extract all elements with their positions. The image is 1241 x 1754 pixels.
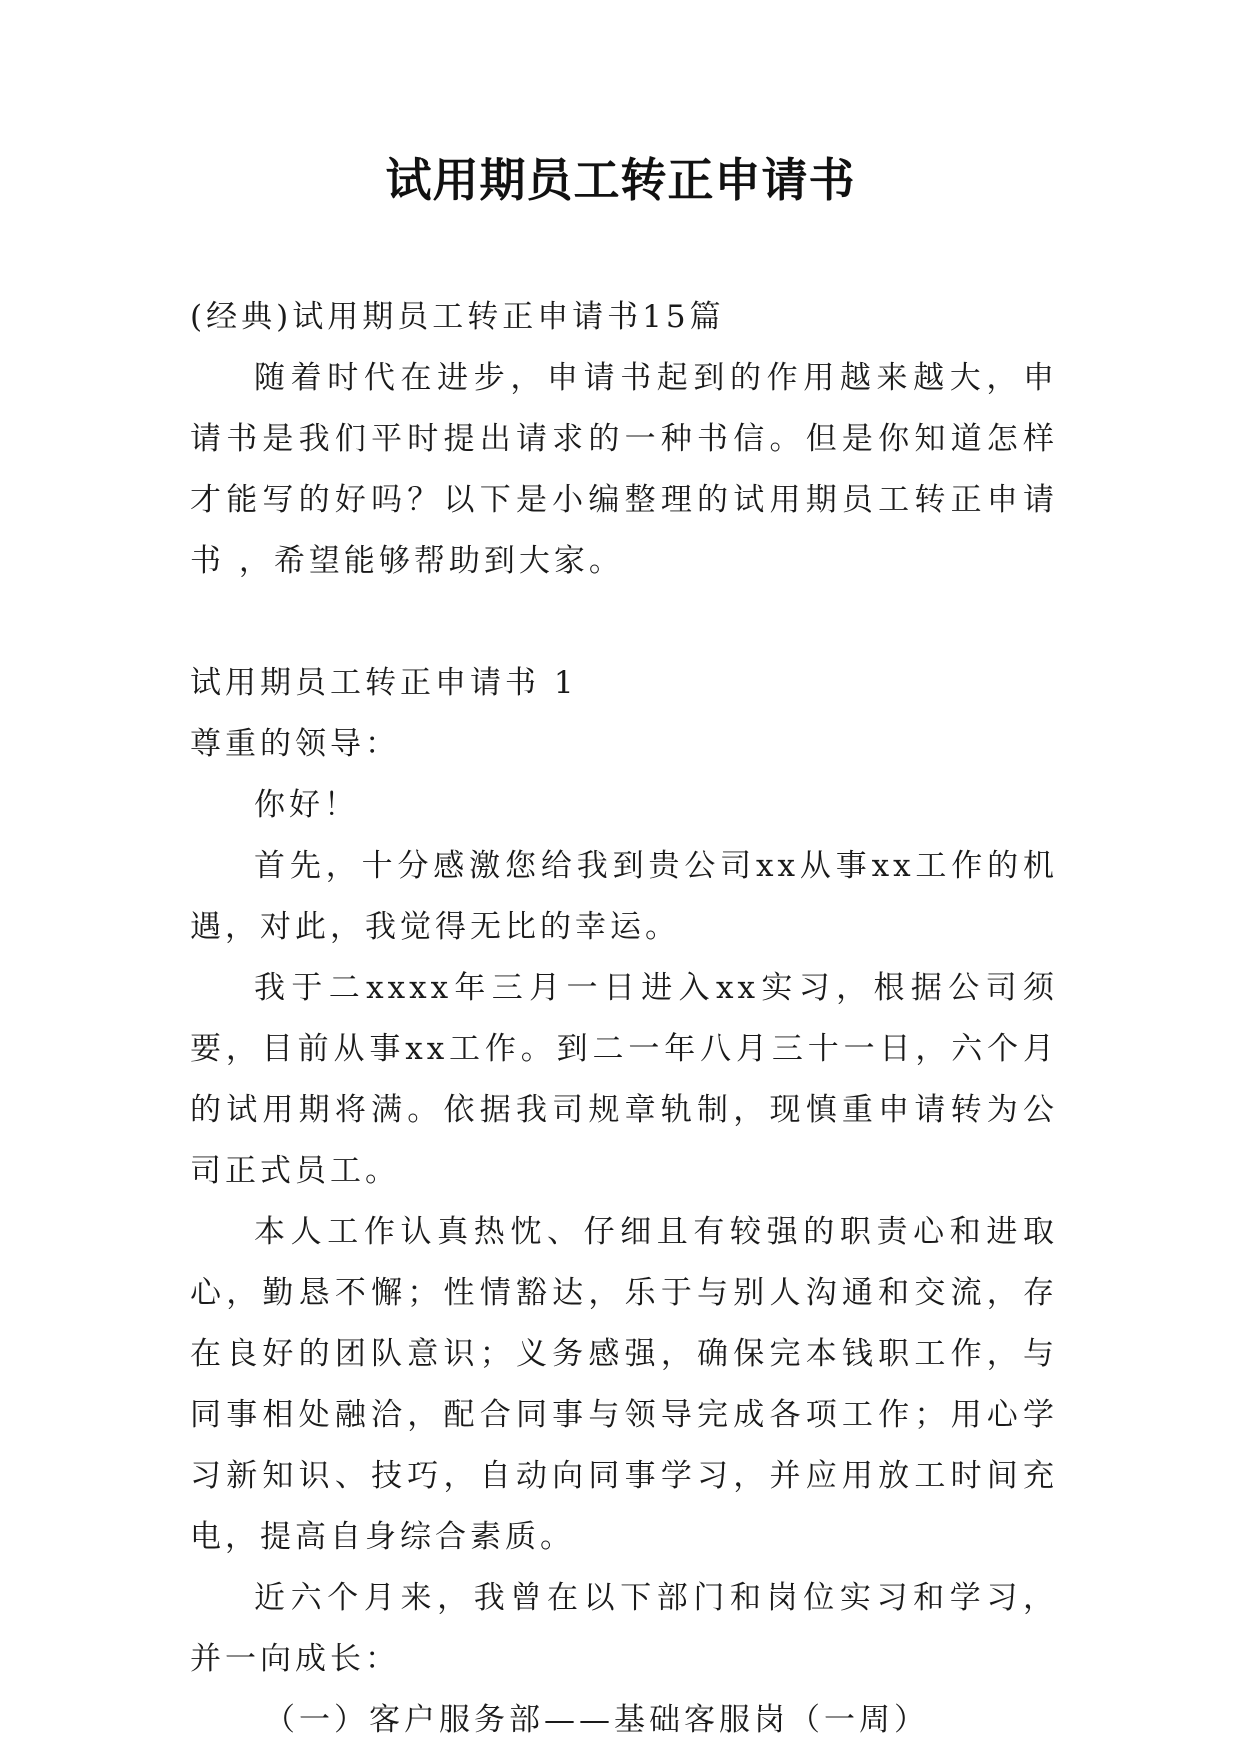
body-paragraph: 本人工作认真热忱、仔细且有较强的职责心和进取心，勤恳不懈；性情豁达，乐于与别人沟通和交流，存在良好的团队意识；义务感强，确保完本钱职工作，与同事相处融洽，配合同事与领导完成各项工作；用心学习新知识、技巧，自动向同事学习，并应用放工时间充电，提高自身综合素质。	[190, 1214, 1058, 1555]
list-item: （一）客户服务部——基础客服岗（一周）	[264, 1702, 929, 1738]
spacer	[190, 592, 1058, 653]
section-title: 试用期员工转正申请书 1	[190, 665, 578, 701]
salutation: 尊重的领导：	[190, 726, 400, 762]
body-paragraph: 近六个月来，我曾在以下部门和岗位实习和学习，并一向成长：	[190, 1580, 1058, 1677]
greeting: 你好！	[254, 787, 359, 823]
document-heading: (经典)试用期员工转正申请书15篇	[190, 299, 725, 335]
body-paragraph: 首先，十分感激您给我到贵公司xx从事xx工作的机遇，对此，我觉得无比的幸运。	[190, 848, 1058, 945]
body-paragraph: 我于二xxxx年三月一日进入xx实习，根据公司须要，目前从事xx工作。到二一年八月三十一日，六个月的试用期将满。依据我司规章轨制，现慎重申请转为公司正式员工。	[190, 970, 1058, 1189]
document-body	[190, 287, 1058, 1751]
intro-paragraph: 随着时代在进步，申请书起到的作用越来越大，申请书是我们平时提出请求的一种书信。但是你知道怎样才能写的好吗？以下是小编整理的试用期员工转正申请书 ，希望能够帮助到大家。	[190, 360, 1058, 579]
document-title: 试用期员工转正申请书	[385, 153, 856, 207]
